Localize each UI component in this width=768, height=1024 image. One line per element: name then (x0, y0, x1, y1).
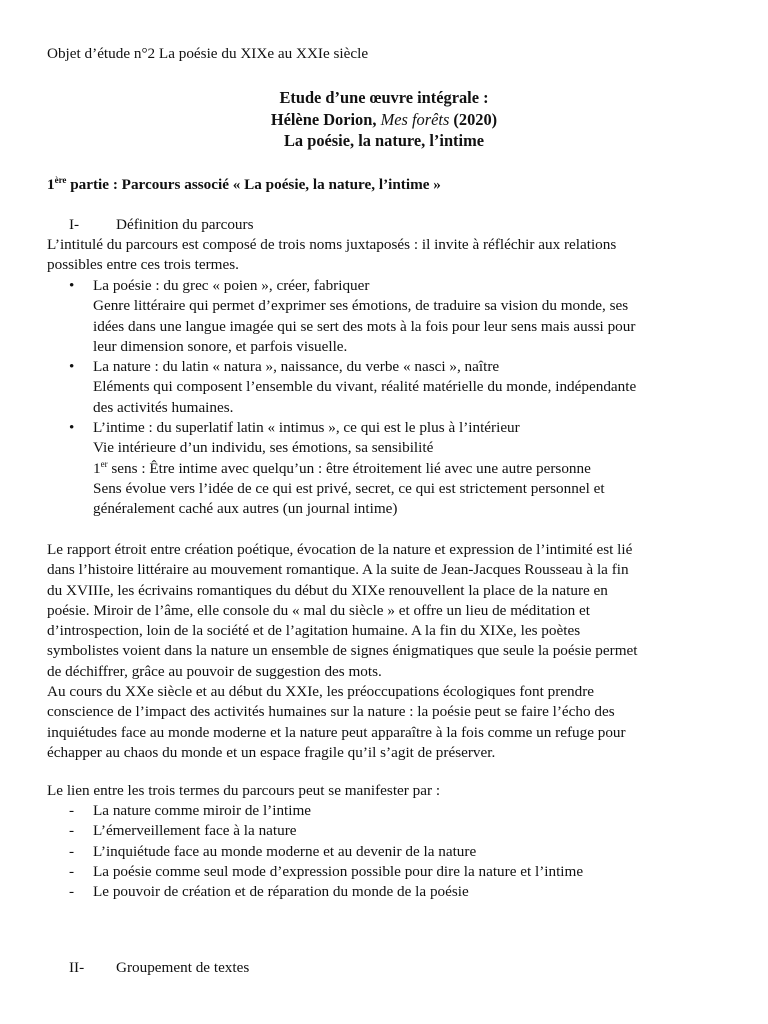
dash-marker: - (69, 843, 75, 860)
dash-item: - Le pouvoir de création et de réparation du monde de la poésie (69, 882, 469, 902)
dash-item: - L’émerveillement face à la nature (69, 821, 297, 841)
dash-marker: - (69, 802, 75, 819)
title-line-study: Etude d’une œuvre intégrale : (279, 88, 489, 107)
work-title: Mes forêts (380, 109, 450, 129)
bullet-poesie: • La poésie : du grec « poien », créer, fabriquer Genre littéraire qui permet d’exprimer ses émotions, de traduire sa vision du monde, ses idées dans une langue imagée qui se sert des mots à la fois pour leur sens mais aussi pour leur dimension sonore, et parfois visuelle. (69, 276, 729, 357)
dash-item: - L’inquiétude face au monde moderne et au devenir de la nature (69, 842, 476, 862)
dash-marker: - (69, 822, 75, 839)
first-sense-line: 1er sens : Être intime avec quelqu’un : être étroitement lié avec une autre personne (93, 458, 591, 477)
bullet-marker: • (69, 419, 75, 436)
bullet-intime: • L’intime : du superlatif latin « intimus », ce qui est le plus à l’intérieur Vie intérieure d’un individu, ses émotions, sa sensibilité 1er sens : Être intime avec quelqu’un : être étroitement lié avec une autre personne Sens évolue vers l’idée de ce qui est privé, secret, ce qui est strictement personnel et généralement caché aux autres (un journal intime) (69, 418, 729, 519)
author-name: Hélène Dorion, (270, 109, 381, 129)
section-heading-1 (69, 215, 254, 235)
bullet-marker: • (69, 358, 75, 375)
title-line-work (0, 109, 768, 131)
study-object-header: Objet d’étude n°2 La poésie du XIXe au XXIe siècle (47, 45, 369, 62)
title-line-theme: La poésie, la nature, l’intime (283, 131, 485, 150)
dash-marker: - (69, 863, 75, 880)
bullet-head: La poésie : du grec « poien », créer, fabriquer (93, 277, 370, 294)
bullet-head: La nature : du latin « natura », naissance, du verbe « nasci », naître (93, 358, 500, 375)
title-block (0, 87, 768, 152)
dash-item: - La poésie comme seul mode d’expression possible pour dire la nature et l’intime (69, 862, 583, 882)
section-heading-2 (69, 958, 249, 978)
bullet-head: L’intime : du superlatif latin « intimus », ce qui est le plus à l’intérieur (93, 419, 520, 436)
section-number: I- (69, 216, 80, 233)
section-title: Définition du parcours (116, 216, 254, 233)
part-heading: 1ère partie : Parcours associé « La poésie, la nature, l’intime » (47, 174, 441, 193)
bullet-marker: • (69, 277, 75, 294)
bullet-nature: • La nature : du latin « natura », naissance, du verbe « nasci », naître Eléments qui composent l’ensemble du vivant, réalité matérielle du monde, indépendante des activités humaines. (69, 357, 729, 418)
section-title: Groupement de textes (116, 959, 250, 976)
history-paragraph: Le rapport étroit entre création poétique, évocation de la nature et expression de l’intimité est lié dans l’histoire littéraire au mouvement romantique. A la suite de Jean-Jacques Rousseau à la fin du XVIIIe, les écrivains romantiques du début du XIXe renouvellent la place de la nature en poésie. Miroir de l’âme, elle console du « mal du siècle » et offre un lieu de méditation et d’introspection, loin de la société et de l’agitation humaine. A la fin du XIXe, les poètes symbolistes voient dans la nature un ensemble de signes énigmatiques que seule la poésie permet de déchiffrer, grâce au pouvoir de suggestion des mots. Au cours du XXe siècle et au début du XXIe, les préoccupations écologiques font prendre conscience de l’impact des activités humaines sur la nature : la poésie peut se faire l’écho des inquiétudes face au monde moderne et la nature peut apparaître à la fois comme un refuge pour échapper au chaos du monde et un espace fragile qu’il s’agit de préserver. (47, 541, 638, 761)
dash-item: - La nature comme miroir de l’intime (69, 801, 311, 821)
intro-paragraph: L’intitulé du parcours est composé de trois noms juxtaposés : il invite à réfléchir aux relations possibles entre ces trois termes. (47, 236, 617, 274)
dash-marker: - (69, 883, 75, 900)
work-year: (2020) (449, 109, 498, 129)
section-number: II- (69, 959, 85, 976)
link-intro: Le lien entre les trois termes du parcours peut se manifester par : (47, 782, 441, 799)
